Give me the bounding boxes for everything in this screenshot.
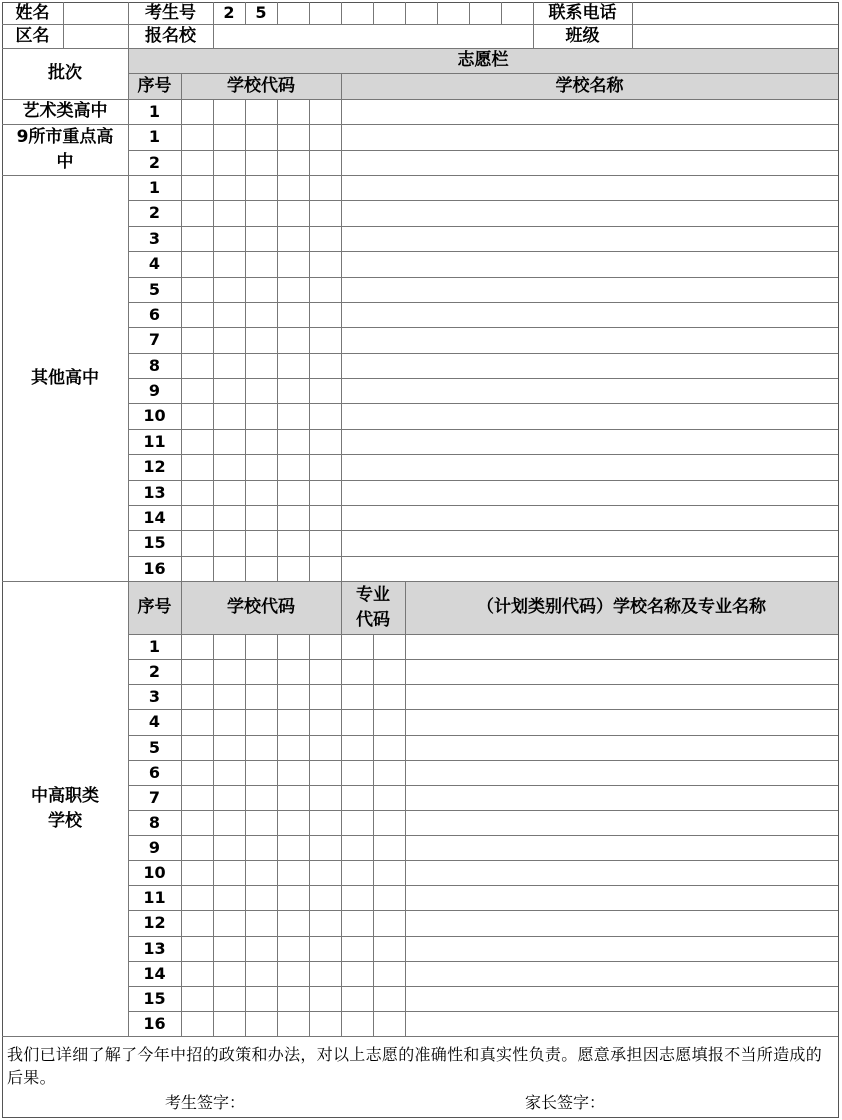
row-line xyxy=(128,910,838,911)
row-number: 1 xyxy=(148,177,161,197)
exam-digit-cell[interactable]: 5 xyxy=(255,3,267,22)
row-line xyxy=(128,302,838,303)
code-cell-line xyxy=(341,99,342,581)
grid-line xyxy=(405,581,406,1036)
row-number: 14 xyxy=(143,507,166,527)
row-line xyxy=(128,885,838,886)
row-number: 1 xyxy=(148,636,161,656)
row-line xyxy=(128,556,838,557)
exam-digit-cell[interactable] xyxy=(405,2,437,24)
row-line xyxy=(128,378,838,379)
row-number: 13 xyxy=(143,938,166,958)
row-number: 1 xyxy=(148,127,161,146)
batch-nine-key-schools-label xyxy=(2,124,128,175)
code-cell-line xyxy=(277,99,278,581)
row-number: 10 xyxy=(143,406,166,425)
row-line xyxy=(128,200,838,201)
row-number: 5 xyxy=(148,279,161,299)
row-line xyxy=(128,1011,838,1012)
student-signature-label: 考生签字： xyxy=(165,1093,246,1112)
batch-other-high-schools-label: 其他高中 xyxy=(31,367,99,388)
vocational-school-code-header: 学校代码 xyxy=(227,597,295,617)
row-number: 15 xyxy=(143,988,166,1008)
grid-line xyxy=(63,2,64,48)
row-line xyxy=(128,226,838,227)
row-number: 16 xyxy=(143,1013,166,1033)
school-name-header: 学校名称 xyxy=(555,75,624,96)
grid-line xyxy=(181,99,182,581)
row-line xyxy=(128,505,838,506)
row-line xyxy=(128,684,838,685)
row-line xyxy=(128,251,838,252)
row-line xyxy=(128,760,838,761)
grid-line xyxy=(632,2,633,48)
row-number: 7 xyxy=(148,330,161,349)
row-line xyxy=(128,785,838,786)
exam-digit-cell[interactable] xyxy=(437,2,469,24)
row-number: 14 xyxy=(143,963,166,983)
row-number: 7 xyxy=(148,787,161,807)
row-line xyxy=(128,353,838,354)
row-number: 9 xyxy=(148,380,161,400)
exam-digit-cell[interactable] xyxy=(309,2,341,24)
batch-nine-key-schools-label-line1: 9所市重点高 xyxy=(16,126,114,147)
major-code-header-line1: 专业 xyxy=(356,584,390,605)
pledge-text: 我们已详细了解了今年中招的政策和办法，对以上志愿的准确性和真实性负责。愿意承担因志愿填报不当所造成的后果。 xyxy=(7,1045,823,1087)
grid-line xyxy=(341,581,342,1036)
row-number: 6 xyxy=(148,762,161,782)
row-number: 12 xyxy=(143,457,166,476)
vocational-name-header: （计划类别代码）学校名称及专业名称 xyxy=(477,597,766,617)
row-line xyxy=(128,150,838,151)
row-line xyxy=(128,986,838,987)
parent-signature-label: 家长签字： xyxy=(525,1093,606,1112)
code-cell-line xyxy=(245,99,246,581)
exam-digit-cell[interactable] xyxy=(469,2,501,24)
name-label: 姓名 xyxy=(15,2,50,23)
exam-digit-cell[interactable] xyxy=(501,2,533,24)
row-number: 11 xyxy=(143,887,166,907)
row-line xyxy=(128,860,838,861)
vocational-seq-header: 序号 xyxy=(137,597,172,617)
phone-label: 联系电话 xyxy=(548,2,617,23)
batch-vocational-label-line1: 中高职类 xyxy=(31,785,99,806)
row-line xyxy=(128,277,838,278)
row-number: 1 xyxy=(148,101,161,121)
exam-digit-cell[interactable] xyxy=(373,2,405,24)
code-cell-line xyxy=(309,99,310,581)
row-line xyxy=(128,735,838,736)
district-label: 区名 xyxy=(15,25,50,46)
row-line xyxy=(128,327,838,328)
school-code-header: 学校代码 xyxy=(227,75,295,96)
row-number: 15 xyxy=(143,533,166,552)
row-line xyxy=(128,709,838,710)
exam-digit-cell[interactable]: 2 xyxy=(223,3,235,22)
row-line xyxy=(128,835,838,836)
row-line xyxy=(128,530,838,531)
grid-line xyxy=(181,581,182,1036)
row-line xyxy=(128,403,838,404)
row-number: 5 xyxy=(148,737,161,757)
row-line xyxy=(2,1036,838,1037)
exam-digit-cell[interactable] xyxy=(341,2,373,24)
row-number: 3 xyxy=(148,228,161,248)
row-line xyxy=(128,659,838,660)
row-number: 11 xyxy=(143,431,166,451)
class-label: 班级 xyxy=(565,25,600,46)
batch-arts-label: 艺术类高中 xyxy=(22,101,108,121)
seq-header: 序号 xyxy=(137,75,172,96)
row-line xyxy=(128,810,838,811)
row-number: 12 xyxy=(143,913,166,932)
row-number: 4 xyxy=(148,712,161,731)
row-number: 2 xyxy=(148,203,161,222)
code-cell-line xyxy=(213,99,214,581)
exam-number-label: 考生号 xyxy=(145,2,196,23)
row-number: 16 xyxy=(143,558,166,578)
row-line xyxy=(128,480,838,481)
row-number: 10 xyxy=(143,862,166,882)
batch-vocational-label xyxy=(2,581,128,1036)
row-number: 3 xyxy=(148,686,161,706)
row-number: 8 xyxy=(148,812,161,832)
row-number: 6 xyxy=(148,304,161,324)
row-number: 13 xyxy=(143,482,166,502)
row-line xyxy=(128,961,838,962)
major-code-header-line2: 代码 xyxy=(356,609,390,630)
exam-digit-cell[interactable] xyxy=(277,2,309,24)
batch-nine-key-schools-label-line2: 中 xyxy=(56,151,74,172)
row-line xyxy=(128,429,838,430)
wish-column-header: 志愿栏 xyxy=(457,50,509,70)
row-line xyxy=(128,936,838,937)
major-code-header xyxy=(341,581,405,634)
enrolled-school-label: 报名校 xyxy=(145,25,196,46)
batch-column-header: 批次 xyxy=(48,63,82,83)
row-number: 2 xyxy=(148,661,161,681)
row-line xyxy=(128,454,838,455)
row-number: 4 xyxy=(148,254,161,273)
row-number: 9 xyxy=(148,837,161,857)
vocational-header-line xyxy=(128,634,838,635)
batch-vocational-label-line2: 学校 xyxy=(48,810,82,831)
row-number: 2 xyxy=(148,152,161,172)
row-number: 8 xyxy=(148,355,161,375)
